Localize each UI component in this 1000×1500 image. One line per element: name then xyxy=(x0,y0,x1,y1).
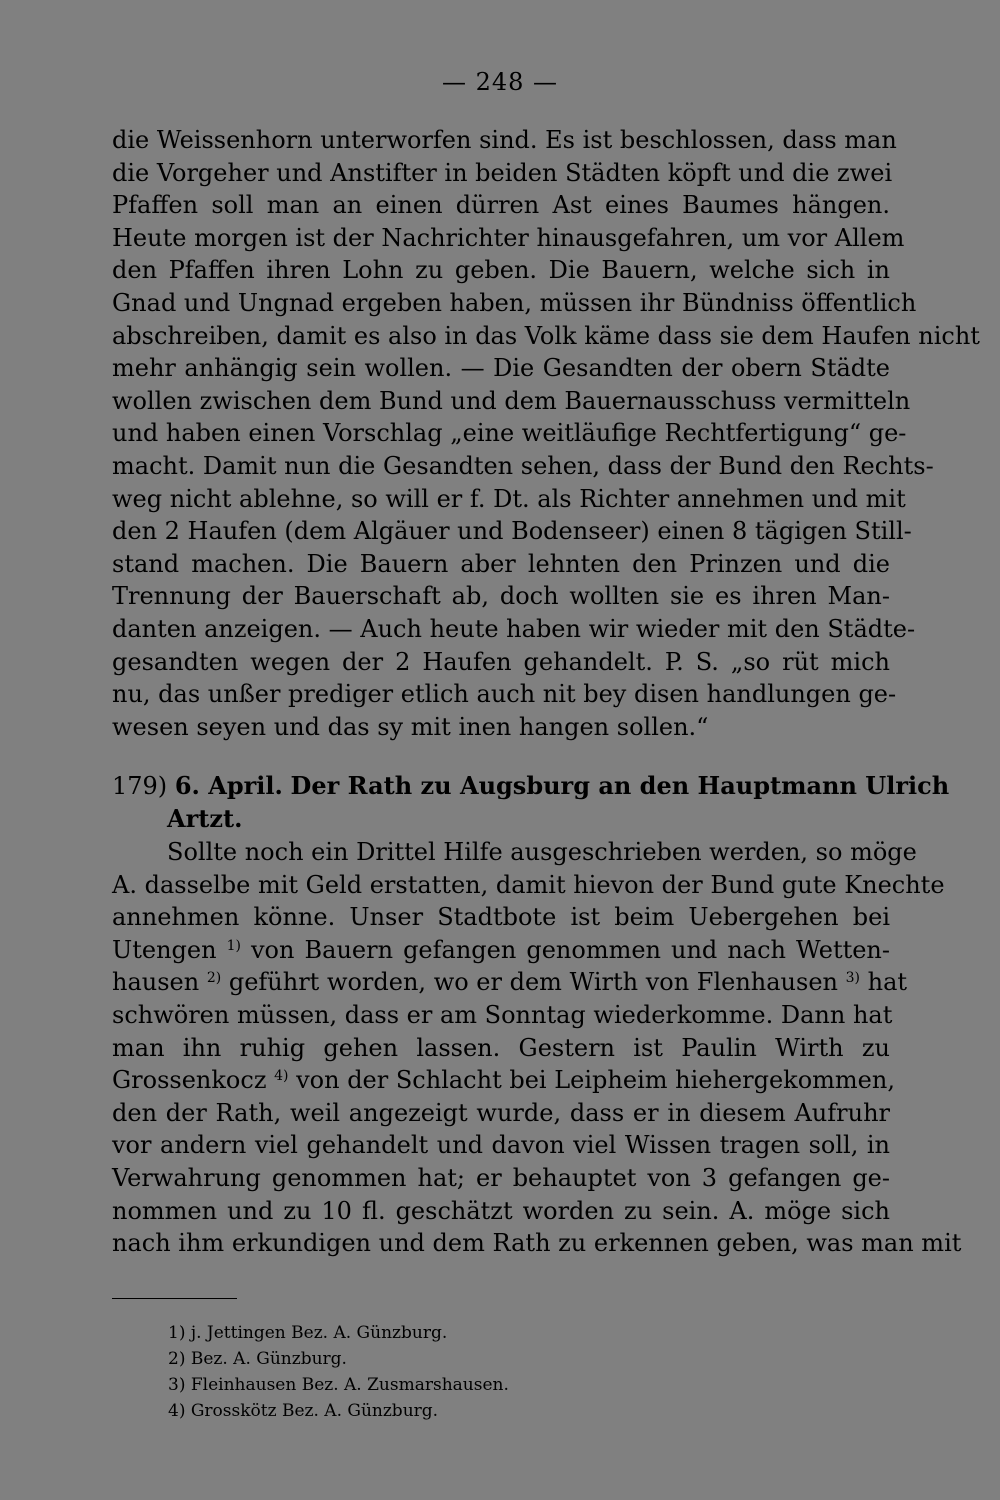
para1-line: stand machen. Die Bauern aber lehnten den Prinzen und die xyxy=(112,549,890,578)
para2-line: Grossenkocz $^{4)}$ von der Schlacht bei Leipheim hiehergekommen, xyxy=(112,1066,895,1095)
para1-line: macht. Damit nun die Gesandten sehen, dass der Bund den Rechts- xyxy=(112,451,934,480)
para1-line: Pfaffen soll man an einen dürren Ast eines Baumes hängen. xyxy=(112,191,890,220)
para2-line: Verwahrung genommen hat; er behauptet von 3 gefangen ge- xyxy=(112,1163,890,1192)
para1-line: die Vorgeher und Anstifter in beiden Städten köpft und die zwei xyxy=(112,158,893,187)
para2-line: Sollte noch ein Drittel Hilfe ausgeschrieben werden, so möge xyxy=(167,838,917,866)
para1-line: abschreiben, damit es also in das Volk käme dass sie dem Haufen nicht xyxy=(112,321,980,350)
footnotes xyxy=(168,1320,509,1424)
para1-line: nu, das unßer prediger etlich auch nit bey disen handlungen ge- xyxy=(112,680,897,709)
para2-line: annehmen könne. Unser Stadtbote ist beim Uebergehen bei xyxy=(112,903,890,932)
para1-line: gesandten wegen der 2 Haufen gehandelt. P. S. „so rüt mich xyxy=(112,647,890,676)
para2-line: A. dasselbe mit Geld erstatten, damit hievon der Bund gute Knechte xyxy=(112,870,945,899)
para2-line: nach ihm erkundigen und dem Rath zu erkennen geben, was man mit xyxy=(112,1229,962,1258)
para2-line: hausen $^{2)}$ geführt worden, wo er dem Wirth von Flenhausen $^{3)}$ hat xyxy=(112,968,908,997)
footnote-item: 4) Grosskötz Bez. A. Günzburg. xyxy=(168,1401,439,1421)
para2-line: nommen und zu 10 fl. geschätzt worden zu sein. A. möge sich xyxy=(112,1196,890,1225)
para2-line: schwören müssen, dass er am Sonntag wiederkomme. Dann hat xyxy=(112,1000,893,1029)
page-number: — 248 — xyxy=(441,68,559,96)
para1-line: Trennung der Bauerschaft ab, doch wollten sie es ihren Man- xyxy=(112,582,890,611)
entry-heading-line-2: Artzt. xyxy=(167,803,243,833)
para2-line: den der Rath, weil angezeigt wurde, dass er in diesem Aufruhr xyxy=(112,1098,890,1127)
para1-line: die Weissenhorn unterworfen sind. Es ist beschlossen, dass man xyxy=(112,126,897,154)
para2-line: Utengen $^{1)}$ von Bauern gefangen genommen und nach Wetten- xyxy=(112,935,891,964)
para1-line: mehr anhängig sein wollen. — Die Gesandten der obern Städte xyxy=(112,354,890,383)
footnote-item: 3) Fleinhausen Bez. A. Zusmarshausen. xyxy=(168,1375,509,1395)
para1-line: weg nicht ablehne, so will er f. Dt. als Richter annehmen und mit xyxy=(112,484,906,513)
body-paragraph-2 xyxy=(112,836,962,1260)
footnote-item: 2) Bez. A. Günzburg. xyxy=(168,1349,347,1369)
para1-line: Heute morgen ist der Nachrichter hinausgefahren, um vor Allem xyxy=(112,223,905,252)
para1-line: und haben einen Vorschlag „eine weitläufige Rechtfertigung“ ge- xyxy=(112,419,907,448)
footnote-rule xyxy=(112,1298,237,1299)
body-paragraph-1 xyxy=(112,124,980,743)
entry-number: 179) xyxy=(112,772,168,800)
para1-line: danten anzeigen. — Auch heute haben wir wieder mit den Städte- xyxy=(112,614,916,643)
para1-line: den Pfaffen ihren Lohn zu geben. Die Bauern, welche sich in xyxy=(112,256,890,285)
para1-line: wesen seyen und das sy mit inen hangen sollen.“ xyxy=(112,712,709,741)
footnote-item: 1) j. Jettingen Bez. A. Günzburg. xyxy=(168,1323,448,1343)
para2-line: vor andern viel gehandelt und davon viel Wissen tragen soll, in xyxy=(112,1131,890,1160)
para2-line: man ihn ruhig gehen lassen. Gestern ist Paulin Wirth zu xyxy=(112,1033,890,1062)
para1-line: wollen zwischen dem Bund und dem Bauernausschuss vermitteln xyxy=(112,386,911,415)
entry-date: 6. April. xyxy=(174,771,283,800)
entry-title: Der Rath zu Augsburg an den Hauptmann Ulrich xyxy=(290,771,950,800)
entry-heading-line-1 xyxy=(112,770,950,803)
entry-heading xyxy=(112,770,950,835)
para1-line: den 2 Haufen (dem Algäuer und Bodenseer) einen 8 tägigen Still- xyxy=(112,517,912,546)
para1-line: Gnad und Ungnad ergeben haben, müssen ihr Bündniss öffentlich xyxy=(112,288,917,317)
